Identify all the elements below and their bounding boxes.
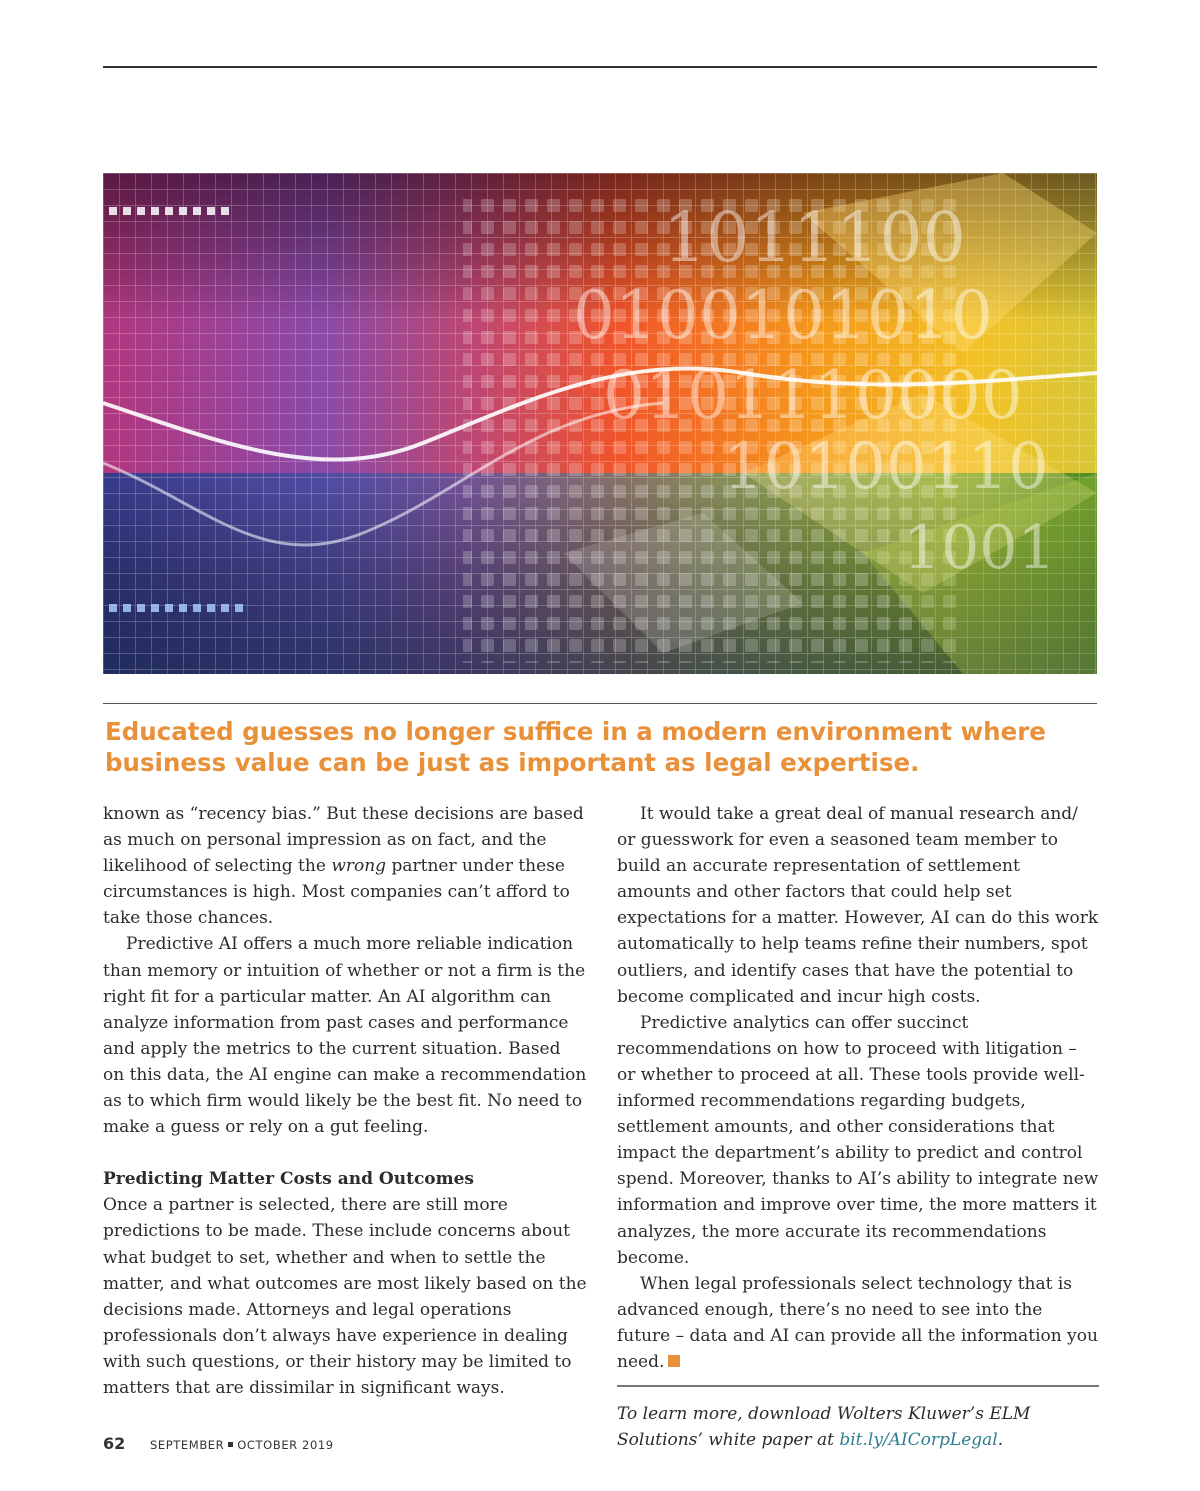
separator-square-icon [228,1442,233,1447]
pink-dot-row [109,207,229,215]
section-heading: Predicting Matter Costs and Outcomes [103,1169,475,1190]
emphasis-wrong: wrong [331,856,387,877]
top-rule [103,66,1097,68]
pull-quote: Educated guesses no longer suffice in a modern environment where business value can be just as important as legal expertise. [105,717,1046,777]
right-paragraph-3: When legal professionals select technology that is advanced enough, there’s no need to see into the future – data and AI can provide all the information you need. [617,1273,1098,1372]
white-paper-link[interactable]: bit.ly/AICorpLegal [839,1430,998,1451]
page-footer [103,1434,334,1453]
pull-quote-rule [103,703,1097,704]
right-paragraph-2: Predictive analytics can offer succinct recommendations on how to proceed with litigation – or whether to proceed at all. These tools provide well-informed recommendations regarding budgets, settlement amounts, and other considerations that impact the department’s ability to predict and control spend. Moreover, thanks to AI’s ability to integrate new information and improve over time, the more matters it analyzes, the more accurate its recommendations become. [617,1012,1099,1268]
right-paragraph-1: It would take a great deal of manual research and/ or guesswork for even a seasoned team member to build an accurate representation of settlement amounts and other factors that could help set expectations for a matter. However, AI can do this work automatically to help teams refine their numbers, spot outliers, and identify cases that have the potential to become complicated and incur high costs. [617,804,1099,1007]
left-paragraph-2: Predictive AI offers a much more reliable indication than memory or intuition of whether or not a firm is the right fit for a particular matter. An AI algorithm can analyze information from past cases and performance and apply the metrics to the current situation. Based on this data, the AI engine can make a recommendation as to which firm would likely be the best fit. No need to make a guess or rely on a gut feeling. [103,934,587,1138]
credit-line: To learn more, download Wolters Kluwer’s ELM Solutions’ white paper at bit.ly/AICorpLegal. [617,1404,1031,1451]
issue-date: SEPTEMBER OCTOBER 2019 [150,1438,334,1452]
abstract-data-graphic [103,173,1097,674]
left-paragraph-3: Once a partner is selected, there are still more predictions to be made. These include concerns about what budget to set, whether and when to settle the matter, and what outcomes are most likely based on the decisions made. Attorneys and legal operations professionals don’t always have experience in dealing with such questions, or their history may be limited to matters that are dissimilar in significant ways. [103,1195,587,1398]
left-paragraph-1: known as “recency bias.” But these decisions are based as much on personal impression as on fact, and the likelihood of selecting the wrong partner under these circumstances is high. Most companies can’t afford to take those chances. [103,804,584,929]
svg-text:0100101010: 0100101010 [573,277,993,354]
svg-text:0101110000: 0101110000 [603,357,1023,434]
svg-text:10100110: 10100110 [723,430,1049,504]
svg-text:1001: 1001 [903,513,1056,583]
right-column [617,801,1099,1453]
page-number: 62 [103,1434,126,1453]
svg-text:1011100: 1011100 [663,199,966,278]
credit-rule [617,1385,1099,1387]
left-column [103,801,587,1401]
hero-image [103,173,1097,674]
end-of-article-square-icon [668,1355,680,1367]
